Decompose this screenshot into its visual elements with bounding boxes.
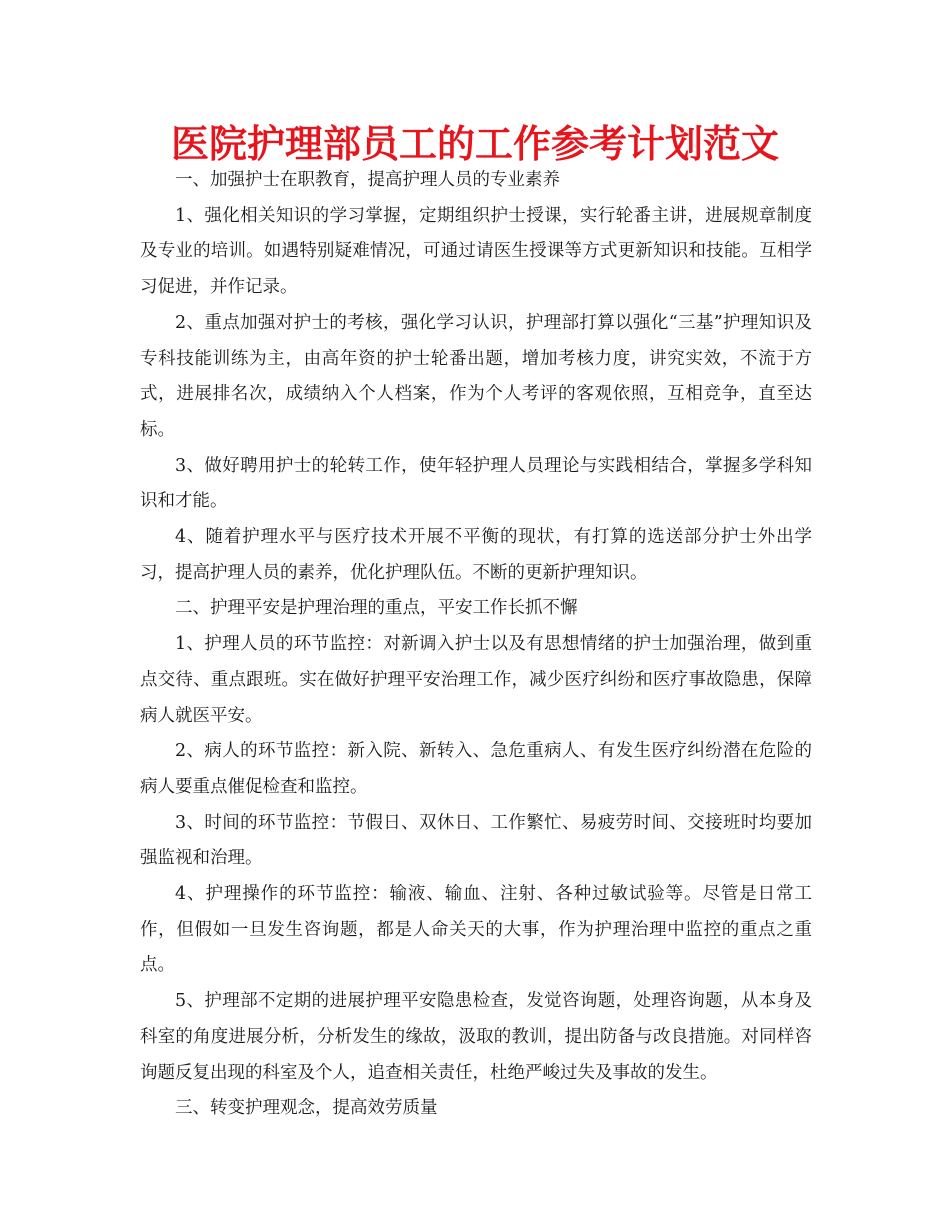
paragraph: 4、护理操作的环节监控：输液、输血、注射、各种过敏试验等。尽管是日常工作，但假如一旦发生咨询题，都是人命关天的大事，作为护理治理中监控的重点之重点。 — [140, 884, 812, 976]
paragraph: 1、护理人员的环节监控：对新调入护士以及有思想情绪的护士加强治理，做到重点交待、重点跟班。实在做好护理平安治理工作，减少医疗纠纷和医疗事故隐患，保障病人就医平安。 — [140, 634, 812, 726]
paragraph: 3、做好聘用护士的轮转工作，使年轻护理人员理论与实践相结合，掌握多学科知识和才能。 — [140, 455, 812, 512]
paragraph: 2、病人的环节监控：新入院、新转入、急危重病人、有发生医疗纠纷潜在危险的病人要重点催促检查和监控。 — [140, 741, 812, 797]
paragraph: 3、时间的环节监控：节假日、双休日、工作繁忙、易疲劳时间、交接班时均要加强监视和治理。 — [140, 812, 812, 869]
paragraph: 2、重点加强对护士的考核，强化学习认识，护理部打算以强化“三基”护理知识及专科技能训练为主，由高年资的护士轮番出题，增加考核力度，讲究实效，不流于方式，进展排名次，成绩纳入个人档案，作为个人考评的客观依照，互相竞争，直至达标。 — [140, 312, 812, 440]
paragraph: 1、强化相关知识的学习掌握，定期组织护士授课，实行轮番主讲，进展规章制度及专业的培训。如遇特别疑难情况，可通过请医生授课等方式更新知识和技能。互相学习促进，并作记录。 — [140, 205, 812, 298]
paragraph: 4、随着护理水平与医疗技术开展不平衡的现状，有打算的选送部分护士外出学习，提高护理人员的素养，优化护理队伍。不断的更新护理知识。 — [140, 527, 812, 583]
paragraph: 5、护理部不定期的进展护理平安隐患检查，发觉咨询题，处理咨询题，从本身及科室的角度进展分析，分析发生的缘故，汲取的教训，提出防备与改良措施。对同样咨询题反复出现的科室及个人，追查相关责任，杜绝严峻过失及事故的发生。 — [140, 991, 812, 1083]
section-heading-2: 二、护理平安是护理治理的重点，平安工作长抓不懈 — [175, 598, 578, 619]
document-title: 医院护理部员工的工作参考计划范文 — [170, 121, 779, 166]
document-body — [140, 163, 812, 1127]
section-heading-1: 一、加强护士在职教育，提高护理人员的专业素养 — [175, 170, 560, 190]
section-heading-3: 三、转变护理观念，提高效劳质量 — [175, 1098, 438, 1119]
